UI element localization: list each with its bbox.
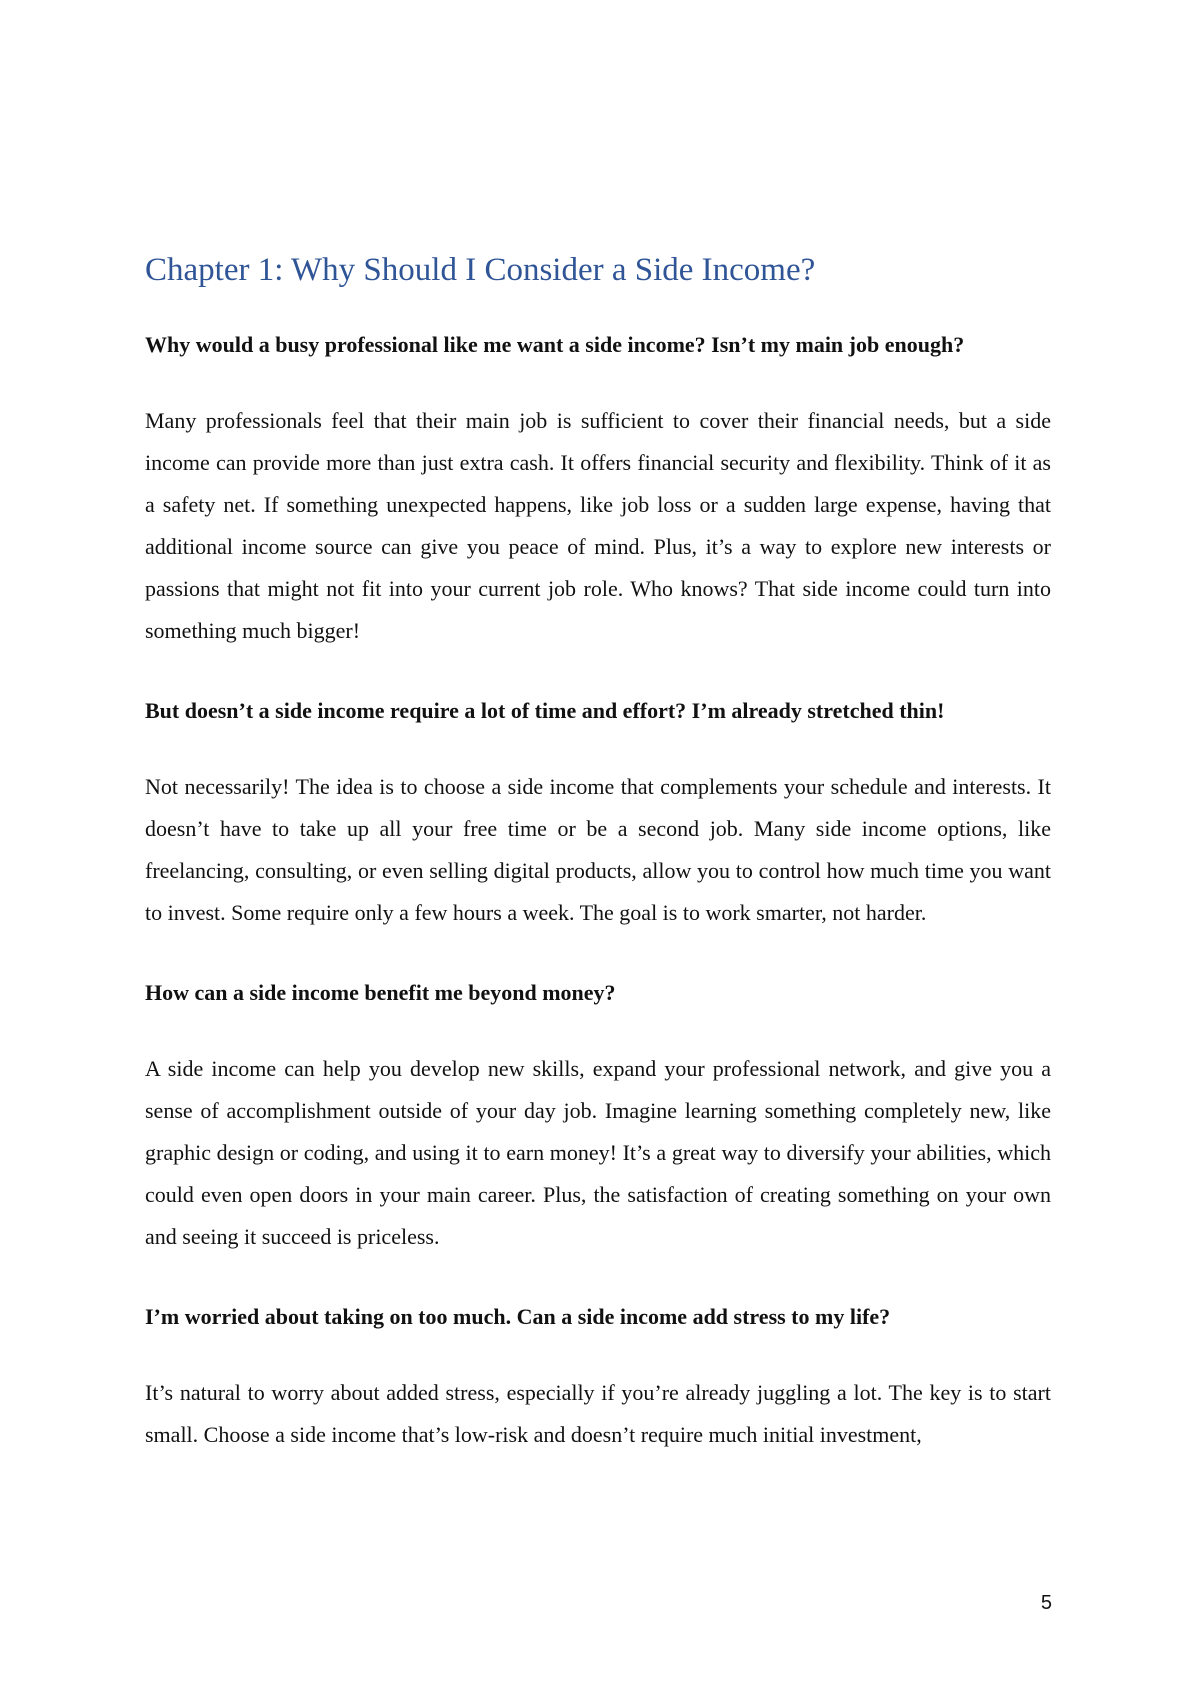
answer-paragraph: Not necessarily! The idea is to choose a side income that complements your schedule and interests. It doesn’t have to take up all your free time or be a second job. Many side income options, like freelancing, consulting, or even selling digital products, allow you to control how much time you want to invest. Some require only a few hours a week. The goal is to work smarter, not harder. [145,774,1051,925]
answer-paragraph: A side income can help you develop new skills, expand your professional network, and give you a sense of accomplishment outside of your day job. Imagine learning something completely new, like graphic design or coding, and using it to earn money! It’s a great way to diversify your abilities, which could even open doors in your main career. Plus, the satisfaction of creating something on your own and seeing it succeed is priceless. [145,1056,1051,1249]
qa-block [145,1302,1051,1456]
answer-paragraph: It’s natural to worry about added stress, especially if you’re already juggling a lot. The key is to start small. Choose a side income that’s low-risk and doesn’t require much initial investment, [145,1380,1051,1447]
question-heading: How can a side income benefit me beyond money? [145,980,616,1005]
question-heading: I’m worried about taking on too much. Can a side income add stress to my life? [145,1304,891,1329]
question-heading: But doesn’t a side income require a lot of time and effort? I’m already stretched thin! [145,698,945,723]
qa-block [145,978,1051,1258]
qa-block [145,696,1051,934]
qa-block [145,330,1051,652]
chapter-title: Chapter 1: Why Should I Consider a Side Income? [145,252,816,288]
answer-paragraph: Many professionals feel that their main job is sufficient to cover their financial needs, but a side income can provide more than just extra cash. It offers financial security and flexibility. Think of it as a safety net. If something unexpected happens, like job loss or a sudden large expense, having that additional income source can give you peace of mind. Plus, it’s a way to explore new interests or passions that might not fit into your current job role. Who knows? That side income could turn into something much bigger! [145,408,1051,643]
qa-list [145,330,1051,1456]
page-content [145,248,1051,1456]
question-heading: Why would a busy professional like me want a side income? Isn’t my main job enough? [145,332,965,357]
page-number: 5 [1040,1592,1052,1614]
